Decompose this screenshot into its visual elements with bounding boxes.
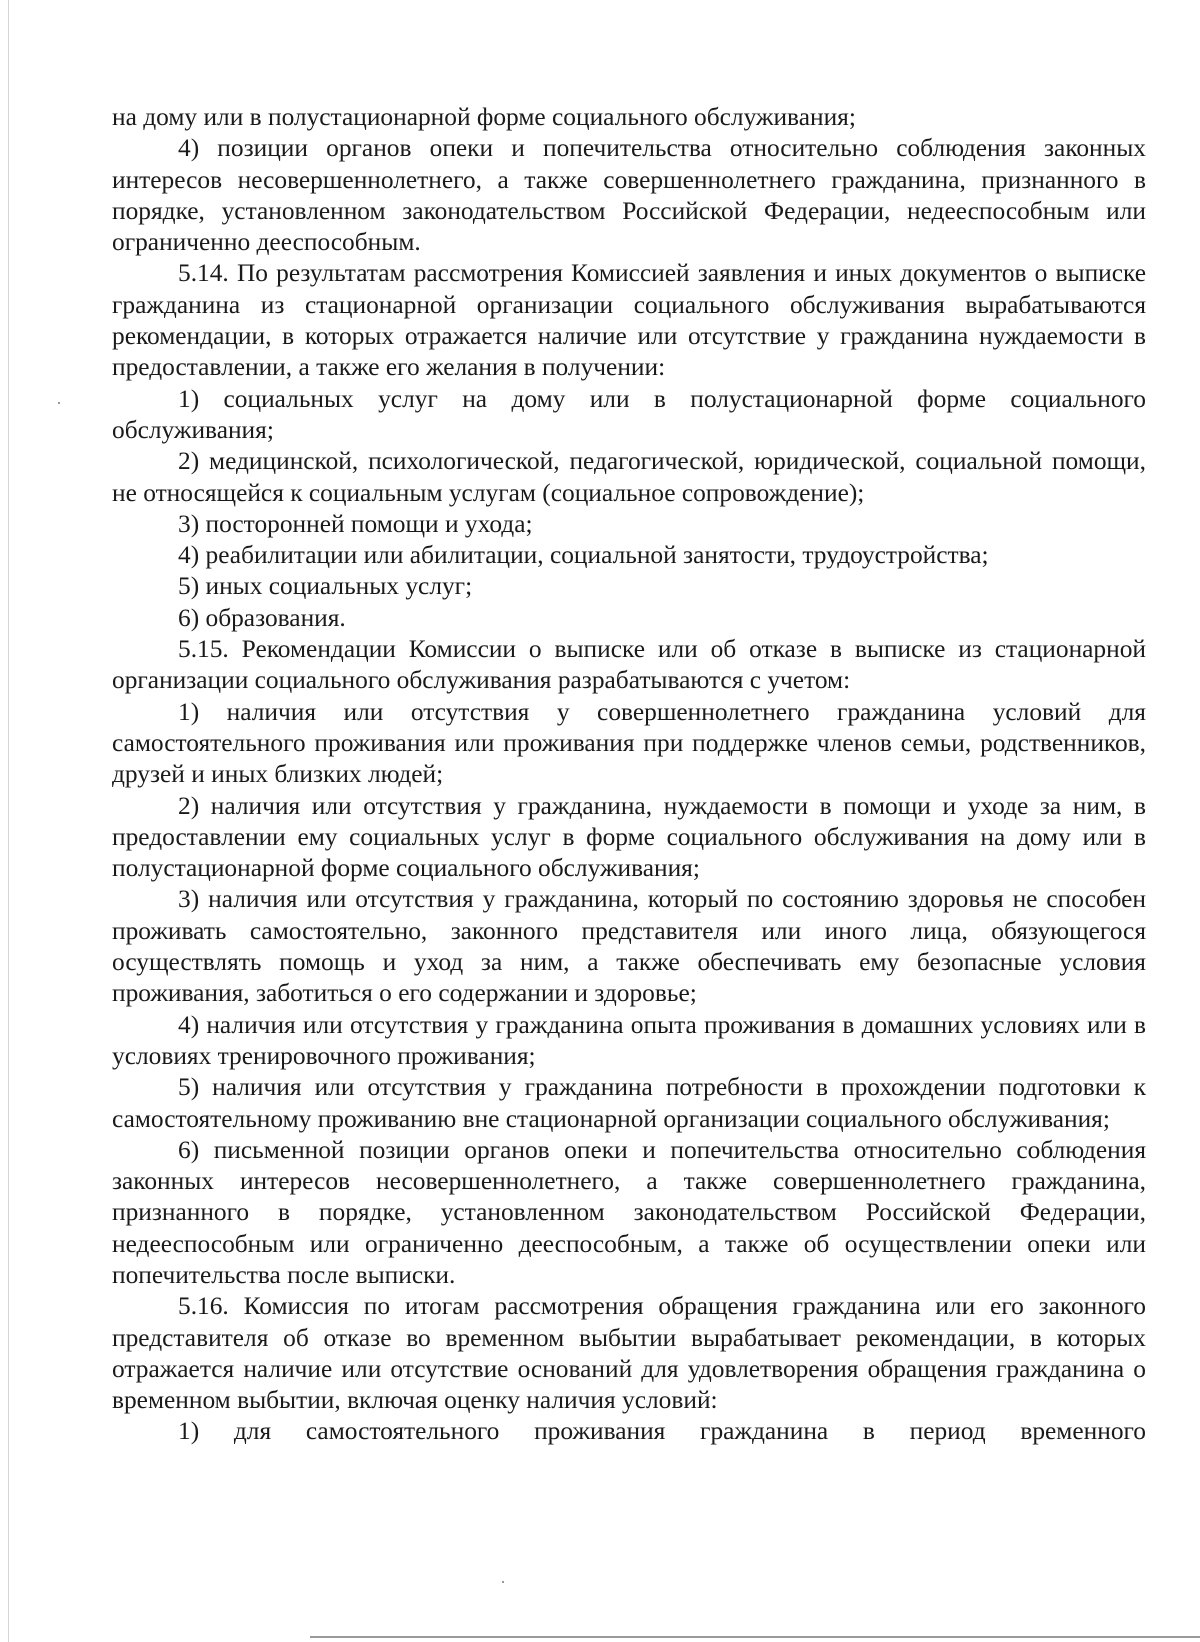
scan-speck bbox=[502, 1581, 504, 1583]
document-paragraph: 5.15. Рекомендации Комиссии о выписке или об отказе в выписке из стационарной организации социального обслуживания разрабатываются с учетом: bbox=[112, 635, 1146, 695]
document-paragraph: 2) наличия или отсутствия у гражданина, нуждаемости в помощи и уходе за ним, в предоставлении ему социальных услуг в форме социального обслуживания на дому или в полустационарной форме социального обслуживания; bbox=[112, 791, 1146, 883]
document-paragraph: 1) наличия или отсутствия у совершеннолетнего гражданина условий для самостоятельного проживания или проживания при поддержке членов семьи, родственников, друзей и иных близких людей; bbox=[112, 697, 1146, 789]
scan-speck bbox=[58, 402, 60, 404]
document-paragraph: 5.16. Комиссия по итогам рассмотрения обращения гражданина или его законного представителя об отказе во временном выбытии вырабатывает рекомендации, в которых отражается наличие или отсутствие оснований для удовлетворения обращения гражданина о временном выбытии, включая оценку наличия условий: bbox=[112, 1292, 1146, 1415]
document-paragraph: 5) наличия или отсутствия у гражданина потребности в прохождении подготовки к самостоятельному проживанию вне стационарной организации социального обслуживания; bbox=[112, 1073, 1146, 1133]
document-paragraph: 4) наличия или отсутствия у гражданина опыта проживания в домашних условиях или в условиях тренировочного проживания; bbox=[112, 1010, 1146, 1070]
document-paragraph: 5.14. По результатам рассмотрения Комиссией заявления и иных документов о выписке гражданина из стационарной организации социального обслуживания вырабатываются рекомендации, в которых отражается наличие или отсутствие у гражданина нуждаемости в предоставлении, а также его желания в получении: bbox=[112, 259, 1146, 382]
scan-edge-left bbox=[8, 0, 9, 1642]
document-body bbox=[112, 102, 1146, 1448]
document-paragraph: 4) позиции органов опеки и попечительства относительно соблюдения законных интересов несовершеннолетнего, а также совершеннолетнего гражданина, признанного в порядке, установленном законодательством Российской Федерации, недееспособным или ограниченно дееспособным. bbox=[112, 134, 1146, 257]
document-paragraph: 6) письменной позиции органов опеки и попечительства относительно соблюдения законных интересов несовершеннолетнего, а также совершеннолетнего гражданина, признанного в порядке, установленном законодательством Российской Федерации, недееспособным или ограниченно дееспособным, а также об осуществлении опеки или попечительства после выписки. bbox=[112, 1135, 1146, 1289]
scan-edge-bottom bbox=[310, 1636, 1200, 1638]
document-paragraph: 5) иных социальных услуг; bbox=[178, 572, 473, 601]
document-paragraph: 3) посторонней помощи и ухода; bbox=[178, 509, 533, 538]
document-paragraph: 3) наличия или отсутствия у гражданина, который по состоянию здоровья не способен проживать самостоятельно, законного представителя или иного лица, обязующегося осуществлять помощь и уход за ним, а также обеспечивать ему безопасные условия проживания, заботиться о его содержании и здоровье; bbox=[112, 885, 1146, 1008]
document-paragraph: 6) образования. bbox=[178, 603, 346, 632]
document-paragraph: 1) для самостоятельного проживания гражданина в период временного bbox=[178, 1417, 1146, 1446]
document-paragraph: на дому или в полустационарной форме социального обслуживания; bbox=[112, 103, 856, 131]
document-paragraph: 2) медицинской, психологической, педагогической, юридической, социальной помощи, не относящейся к социальным услугам (социальное сопровождение); bbox=[112, 447, 1146, 507]
document-paragraph: 1) социальных услуг на дому или в полустационарной форме социального обслуживания; bbox=[112, 384, 1146, 444]
document-paragraph: 4) реабилитации или абилитации, социальной занятости, трудоустройства; bbox=[178, 541, 989, 570]
